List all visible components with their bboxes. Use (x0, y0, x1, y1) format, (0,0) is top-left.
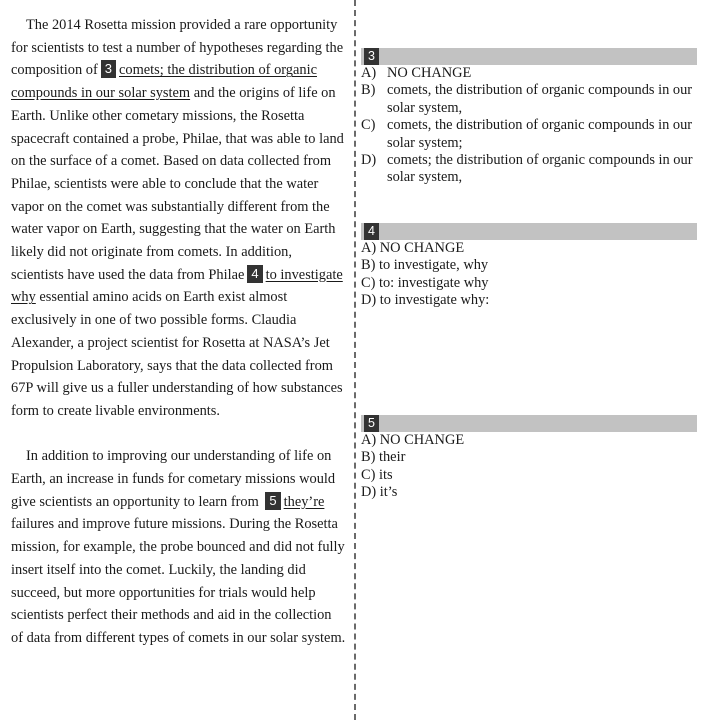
column-divider (354, 0, 356, 720)
underlined-text-5[interactable]: they’re (283, 493, 325, 510)
answer-option-b[interactable]: B) to investigate, why (361, 257, 489, 274)
answer-option-d[interactable]: D) it’s (361, 484, 398, 501)
reading-passage (11, 14, 347, 650)
passage-text: and the origins of life on Earth. Unlike other cometary missions, the Rosetta spacecraft contained a probe, Philae, that was able to land on the surface of a comet. Based on data collected from Philae, scientists were able to conclude that the water vapor on the comet was substantially different from the water vapor on Earth, suggesting that the water on Earth likely did not originate from comets. In addition, scientists have used the data from Philae (11, 85, 344, 283)
passage-paragraph-1 (11, 14, 347, 423)
option-text: comets, the distribution of organic compounds in our solar system, (387, 82, 693, 116)
answer-option-b[interactable] (361, 82, 697, 117)
question-number: 5 (364, 415, 379, 432)
option-label: B) (361, 82, 376, 99)
option-text: comets, the distribution of organic compounds in our solar system; (387, 117, 693, 151)
question-number: 4 (364, 223, 379, 240)
question-marker-3[interactable]: 3 (101, 60, 116, 78)
answer-option-d[interactable]: D) to investigate why: (361, 292, 490, 309)
option-label: C) (361, 117, 376, 134)
underlined-text-3[interactable]: comets; the distribution of organic compounds in our solar system (11, 62, 317, 102)
answer-option-a[interactable]: A) NO CHANGE (361, 432, 465, 448)
question-3 (361, 48, 697, 187)
question-header (361, 48, 697, 65)
passage-text: The 2014 Rosetta mission provided a rare opportunity for scientists to test a number of hypotheses regarding the composition of (11, 17, 344, 79)
option-text: comets; the distribution of organic compounds in our solar system, (387, 152, 693, 186)
answer-option-a[interactable]: A) NO CHANGE (361, 240, 465, 256)
option-label: A) (361, 65, 377, 81)
answer-option-b[interactable]: B) their (361, 449, 406, 466)
passage-text: failures and improve future missions. During the Rosetta mission, for example, the probe bounced and did not fully insert itself into the comet. Luckily, the landing did succeed, but more opportunities for trials would help scientists perfect their methods and aid in the collection of data from different types of comets in our solar system. (11, 516, 346, 646)
answer-option-a[interactable] (361, 65, 697, 82)
answer-option-d[interactable] (361, 152, 697, 187)
answer-option-c[interactable]: C) its (361, 466, 393, 483)
passage-text: In addition to improving our understanding of life on Earth, an increase in funds for cometary missions would give scientists an opportunity to learn from (11, 448, 336, 510)
question-number: 3 (364, 48, 379, 65)
underlined-text-4[interactable]: to investigate why (11, 266, 343, 306)
question-header (361, 415, 697, 432)
answer-option-c[interactable]: C) to: investigate why (361, 274, 489, 291)
passage-text: essential amino acids on Earth exist almost exclusively in one of two possible forms. Claudia Alexander, a project scientist for Rosetta at NASA’s Jet Propulsion Laboratory, says that the data collected from 67P will give us a fuller understanding of how substances form to create livable environments. (11, 289, 343, 419)
answer-option-c[interactable] (361, 117, 697, 152)
option-label: D) (361, 152, 377, 169)
question-header (361, 223, 697, 240)
question-4 (361, 223, 697, 310)
option-text: NO CHANGE (387, 65, 472, 81)
question-marker-5[interactable]: 5 (265, 492, 280, 510)
passage-paragraph-2 (11, 445, 347, 649)
question-marker-4[interactable]: 4 (247, 265, 262, 283)
question-5 (361, 415, 697, 502)
